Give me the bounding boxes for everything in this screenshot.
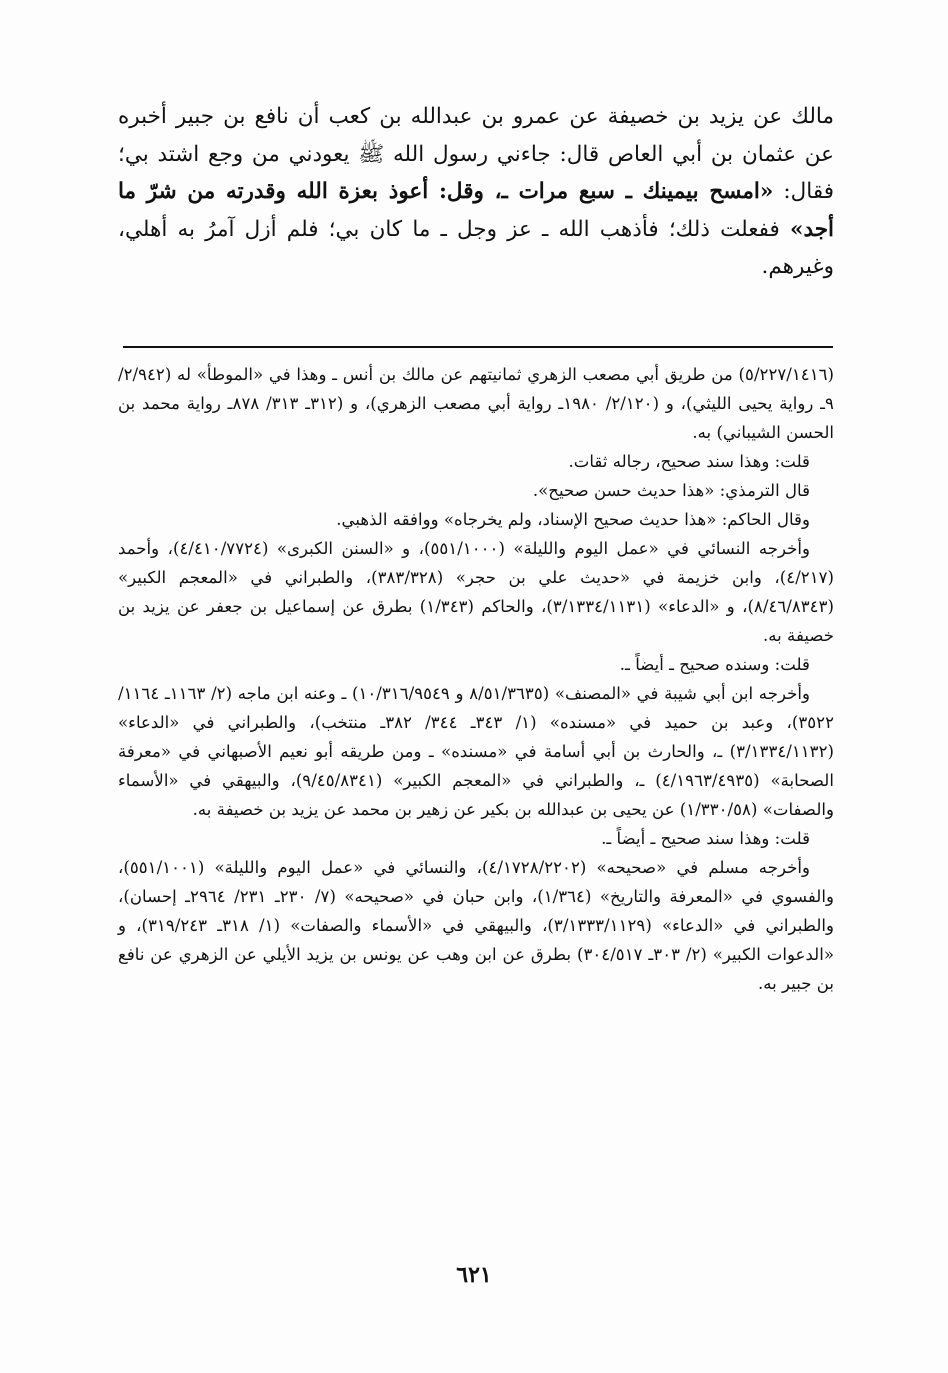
main-text-part-1: مالك عن يزيد بن خصيفة عن عمرو بن عبدالله بن كعب أن نافع بن جبير أخبره عن عثمان بن أبي العاص قال: جاءني رسول الله ﷺ يعودني من وجع اشتد بي؛ فقال: [118, 104, 835, 204]
page-number: ٦٢١ [456, 1262, 492, 1288]
footnote-paragraph: وأخرجه النسائي في «عمل اليوم والليلة» (٥٥١/١٠٠٠)، و «السنن الكبرى» (٤/٤١٠/٧٧٢٤)، وأحمد (٤/٢١٧)، وابن خزيمة في «حديث علي بن حجر» (٣٨٣/٣٢٨)، والطبراني في «المعجم الكبير» (٨/٤٦/٨٣٤٣)، و «الدعاء» (٣/١٣٣٤/١١٣١)، والحاكم (١/٣٤٣) بطرق عن إسماعيل بن جعفر عن يزيد بن خصيفة به. [118, 539, 835, 645]
footnote-separator [123, 346, 833, 348]
footnote-paragraph: (٥/٢٢٧/١٤١٦) من طريق أبي مصعب الزهري ثمانيتهم عن مالك بن أنس ـ وهذا في «الموطأ» له (٢/٩٤٢/ ٩ـ رواية يحيى الليثي)، و (٢/١٢٠/ ١٩٨٠ـ رواية أبي مصعب الزهري)، و (٣١٢ـ ٣١٣/ ٨٧٨ـ رواية محمد بن الحسن الشيباني) به. [118, 365, 834, 442]
footnote-paragraph: وأخرجه ابن أبي شيبة في «المصنف» (٨/٥١/٣٦٣٥ و ١٠/٣١٦/٩٥٤٩) ـ وعنه ابن ماجه (٢/ ١١٦٣ـ ١١٦٤/ ٣٥٢٢)، وعبد بن حميد في «مسنده» (١/ ٣٤٣ـ ٣٤٤/ ٣٨٢ـ منتخب)، والطبراني في «الدعاء» (٣/١٣٣٤/١١٣٢) ـ، والحارث بن أبي أسامة في «مسنده» ـ ومن طريقه أبو نعيم الأصبهاني في «معرفة الصحابة» (٤/١٩٦٣/٤٩٣٥) ـ، والطبراني في «المعجم الكبير» (٩/٤٥/٨٣٤١)، والبيهقي في «الأسماء والصفات» (١/٣٣٠/٥٨) عن يحيى بن عبدالله بن بكير عن زهير بن محمد عن يزيد بن خصيفة به. [118, 684, 834, 819]
main-paragraph [118, 98, 834, 286]
hadith-quote: «امسح بيمينك ـ سبع مرات ـ، وقل: أعوذ بعزة الله وقدرته من شرّ ما أجد» [118, 179, 834, 242]
footnote-comment: قال الترمذي: «هذا حديث حسن صحيح». [532, 481, 810, 500]
footnote-comment: قلت: وسنده صحيح ـ أيضاً ـ. [619, 655, 810, 674]
main-text [118, 98, 834, 286]
footnote-comment: وقال الحاكم: «هذا حديث صحيح الإسناد، ولم يخرجاه» ووافقه الذهبي. [336, 510, 810, 529]
footnote-paragraph: وأخرجه مسلم في «صحيحه» (٤/١٧٢٨/٢٢٠٢)، والنسائي في «عمل اليوم والليلة» (٥٥١/١٠٠١)، والفسوي في «المعرفة والتاريخ» (١/٣٦٤)، وابن حبان في «صحيحه» (٧/ ٢٣٠ـ ٢٣١/ ٢٩٦٤ـ إحسان)، والطبراني في «الدعاء» (٣/١٣٣٣/١١٢٩)، والبيهقي في «الأسماء والصفات» (١/ ٣١٨ـ ٣١٩/٢٤٣)، و «الدعوات الكبير» (٢/ ٣٠٣ـ ٣٠٤/٥١٧) بطرق عن ابن وهب عن يونس بن يزيد الأيلي عن الزهري عن نافع بن جبير به. [118, 858, 834, 993]
footnotes [118, 360, 834, 998]
footnote-comment: قلت: وهذا سند صحيح ـ أيضاً ـ. [601, 829, 810, 848]
main-text-part-2: ففعلت ذلك؛ فأذهب الله ـ عز وجل ـ ما كان بي؛ فلم أزل آمرُ به أهلي، وغيرهم. [118, 216, 834, 279]
footnote-comment: قلت: وهذا سند صحيح، رجاله ثقات. [568, 452, 810, 471]
